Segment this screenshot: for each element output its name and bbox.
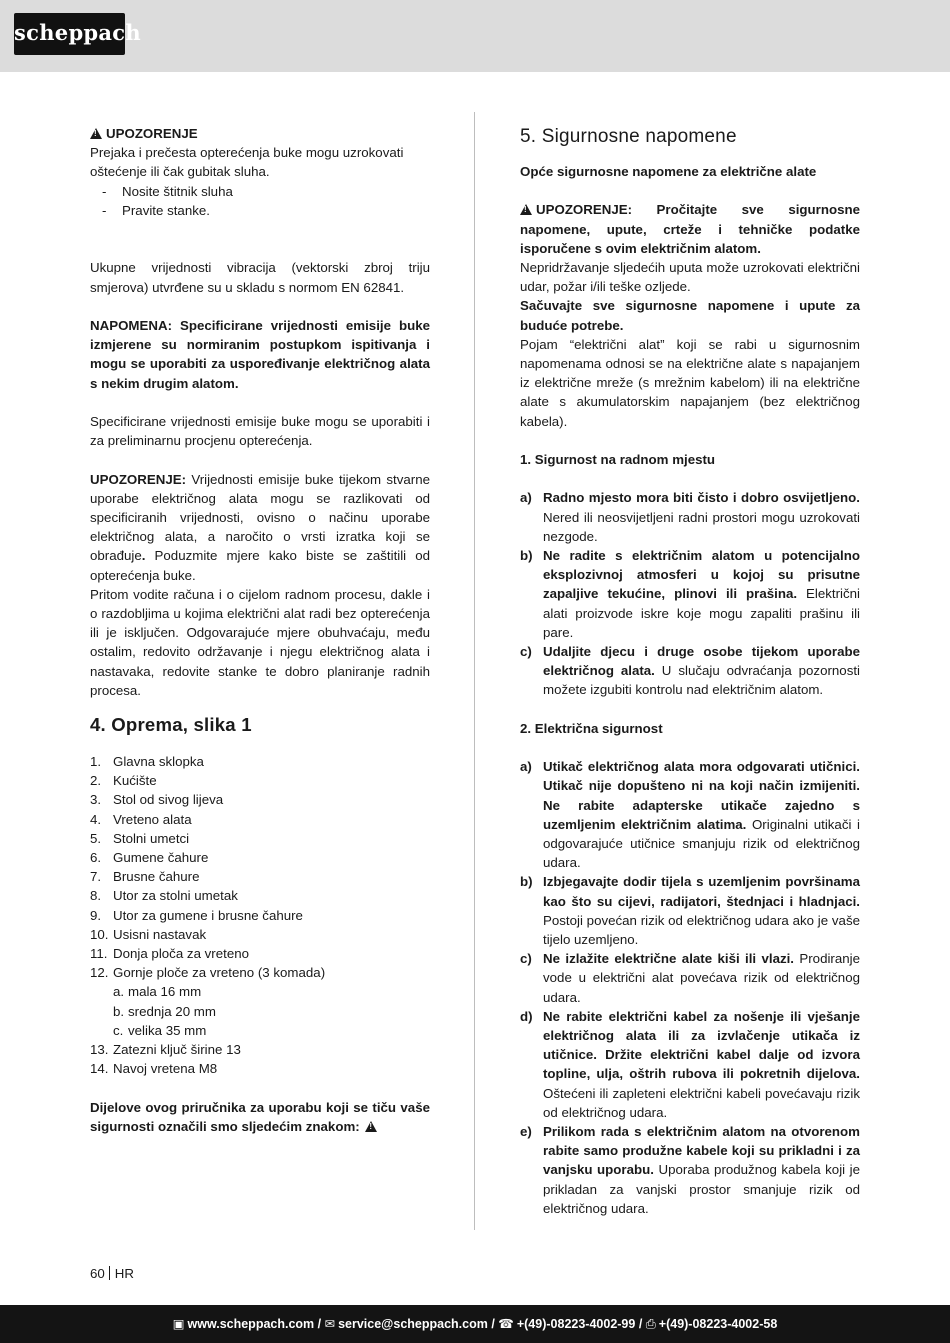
dash-item: - Nosite štitnik sluha	[102, 183, 233, 199]
list-item: 7. Brusne čahure	[90, 869, 200, 885]
electrical-safety-list	[520, 757, 860, 1218]
right-column	[520, 124, 860, 1218]
vibration-paragraph: Ukupne vrijednosti vibracija (vektorski zbroj triju smjerova) utvrđene su u skladu s normom EN 62841.	[90, 260, 430, 295]
list-item: e) Prilikom rada s električnim alatom na otvorenom rabite samo produžne kabele koji su prikladni i za vanjsku uporabu. Uporaba produžnog kabela koji je prikladan za vanjski prostor smanjuje rizik od električnog udara.	[520, 1124, 861, 1216]
term-paragraph: Pojam “električni alat” koji se rabi u sigurnosnim napomenama odnosi se na električne alate s napajanjem iz električne mreže (s mrežnim kabelom) ili na električne alate s akumulatorskim napajanjem (bez električnog kabela).	[520, 336, 860, 429]
list-item: 3. Stol od sivog lijeva	[90, 792, 224, 808]
warning2-paragraph: UPOZORENJE: Vrijednosti emisije buke tijekom stvarne uporabe električnog alata mogu se razlikovati od specificiranih vrijednosti, ovisno o načinu uporabe električnog alata, a naročito o vrsti izratka koji se obrađuje. Poduzmite mjere kako biste se zaštitili od opterećenja buke.	[90, 471, 430, 583]
mail-icon: ✉	[324, 1317, 336, 1331]
dash-item: - Pravite stanke.	[102, 202, 210, 218]
brand-logo: scheppach	[14, 13, 125, 55]
list-item: b) Ne radite s električnim alatom u potencijalno eksplozivnoj atmosferi u kojoj su prisutne zapaljive tekućine, plinovi ili prašina. Električni alati proizvode iskre koje mogu zapaliti prašinu ili pare.	[520, 548, 860, 640]
footer-web-link[interactable]: www.scheppach.com	[187, 1317, 315, 1331]
list-item: 9. Utor za gumene i brusne čahure	[90, 907, 303, 923]
list-item: 13. Zatezni ključ širine 13	[90, 1042, 241, 1058]
column-divider	[474, 112, 475, 1230]
footer-fax: +(49)-08223-4002-58	[658, 1317, 778, 1331]
sub-list-item: b. srednja 20 mm	[113, 1003, 216, 1019]
warning-icon	[520, 204, 532, 215]
footer-bar: ▣ www.scheppach.com / ✉ service@scheppach.com / ☎ +(49)-08223-4002-99 / ⎙ +(49)-08223-4002-58	[0, 1305, 950, 1343]
computer-icon: ▣	[172, 1317, 185, 1331]
closing-paragraph: Dijelove ovog priručnika za uporabu koji se tiču vaše sigurnosti označili smo sljedećim znakom: !	[90, 1098, 430, 1136]
list-item: 10. Usisni nastavak	[90, 926, 207, 942]
keep-instructions: Sačuvajte sve sigurnosne napomene i upute za buduće potrebe.	[520, 298, 860, 333]
phone-icon: ☎	[498, 1317, 514, 1331]
sub-list-item: a. mala 16 mm	[113, 984, 202, 1000]
footer-email-link[interactable]: service@scheppach.com	[338, 1317, 488, 1331]
work-safety-heading: 1. Sigurnost na radnom mjestu	[520, 452, 716, 468]
warning-heading: !UPOZORENJE	[90, 124, 430, 143]
list-item: 4. Vreteno alata	[90, 811, 192, 827]
list-item: 8. Utor za stolni umetak	[90, 888, 238, 904]
list-item: b) Izbjegavajte dodir tijela s uzemljenim površinama kao što su cijevi, radijatori, štednjaci i hladnjaci. Postoji povećan rizik od električnog udara ako je vaše tijelo uzemljeno.	[520, 874, 860, 948]
section-4-title: 4. Oprema, slika 1	[90, 714, 252, 736]
prelim-paragraph: Specificirane vrijednosti emisije buke mogu se uporabiti i za preliminarnu procjenu opterećenja.	[90, 413, 430, 449]
note-paragraph: NAPOMENA: Specificirane vrijednosti emisije buke izmjerene su normiranim postupkom ispitivanja i mogu se uporabiti za uspoređivanje električnog alata s nekim drugim alatom.	[90, 317, 430, 391]
warning-icon	[90, 128, 102, 139]
page-number: 60 HR	[90, 1266, 135, 1281]
list-item: 14. Navoj vretena M8	[90, 1061, 218, 1077]
list-item: c) Ne izlažite električne alate kiši ili vlazi. Prodiranje vode u električni alat povećava rizik od električnog udara.	[520, 951, 860, 1005]
header-bar	[0, 0, 950, 72]
list-item: c) Udaljite djecu i druge osobe tijekom uporabe električnog alata. U slučaju odvraćanja pozornosti možete izgubiti kontrolu nad električnim alatom.	[520, 644, 860, 698]
list-item: 11. Donja ploča za vreteno	[90, 946, 250, 962]
warning-icon	[365, 1121, 377, 1132]
warning-text: Prejaka i prečesta opterećenja buke mogu uzrokovati oštećenje ili čak gubitak sluha.	[90, 145, 404, 180]
left-column	[90, 124, 430, 1136]
work-safety-list	[520, 488, 860, 699]
warning-paragraph: !UPOZORENJE: Pročitajte sve sigurnosne napomene, upute, crteže i tehničke podatke isporučene s ovim električnim alatom.	[520, 200, 860, 258]
sub-list-item: c. velika 35 mm	[113, 1022, 207, 1038]
equipment-list	[90, 752, 430, 1078]
list-item: a) Radno mjesto mora biti čisto i dobro osvijetljeno. Nered ili neosvijetljeni radni prostori mogu uzrokovati nezgode.	[520, 490, 860, 544]
list-item: 6. Gumene čahure	[90, 850, 209, 866]
fax-icon: ⎙	[645, 1317, 656, 1331]
list-item: 12. Gornje ploče za vreteno (3 komada)	[90, 965, 326, 981]
list-item: a) Utikač električnog alata mora odgovarati utičnici. Utikač nije dopušteno ni na koji način izmijeniti. Ne rabite adapterske utikače zajedno s uzemljenim električnim alatima. Originalni utikači i odgovarajuće utičnice smanjuju rizik od električnog udara.	[520, 759, 860, 871]
list-item: d) Ne rabite električni kabel za nošenje ili vješanje električnog alata ili za izvlačenje utikača iz utičnice. Držite električni kabel dalje od izvora topline, ulja, oštrih rubova ili pokretnih dijelova. Oštećeni ili zapleteni električni kabeli povećavaju rizik od električnog udara.	[520, 1008, 860, 1120]
list-item: 1. Glavna sklopka	[90, 754, 204, 770]
warning-consequence: Nepridržavanje sljedećih uputa može uzrokovati električni udar, požar i/ili teške ozljede.	[520, 260, 860, 295]
electrical-safety-heading: 2. Električna sigurnost	[520, 720, 663, 736]
general-heading: Opće sigurnosne napomene za električne alate	[520, 164, 817, 179]
process-paragraph: Pritom vodite računa i o cijelom radnom procesu, dakle i o razdobljima u kojima električni alat radi bez opterećenja ili je isključen. Odgovarajuće mjere obuhvaćaju, među ostalim, redovito održavanje i njegu električnog alata i nastavaka, redovite stanke te dobro planiranje radnih procesa.	[90, 586, 430, 698]
list-item: 2. Kućište	[90, 773, 157, 789]
section-5-title: 5. Sigurnosne napomene	[520, 126, 737, 147]
list-item: 5. Stolni umetci	[90, 830, 190, 846]
footer-phone[interactable]: +(49)-08223-4002-99	[516, 1317, 636, 1331]
